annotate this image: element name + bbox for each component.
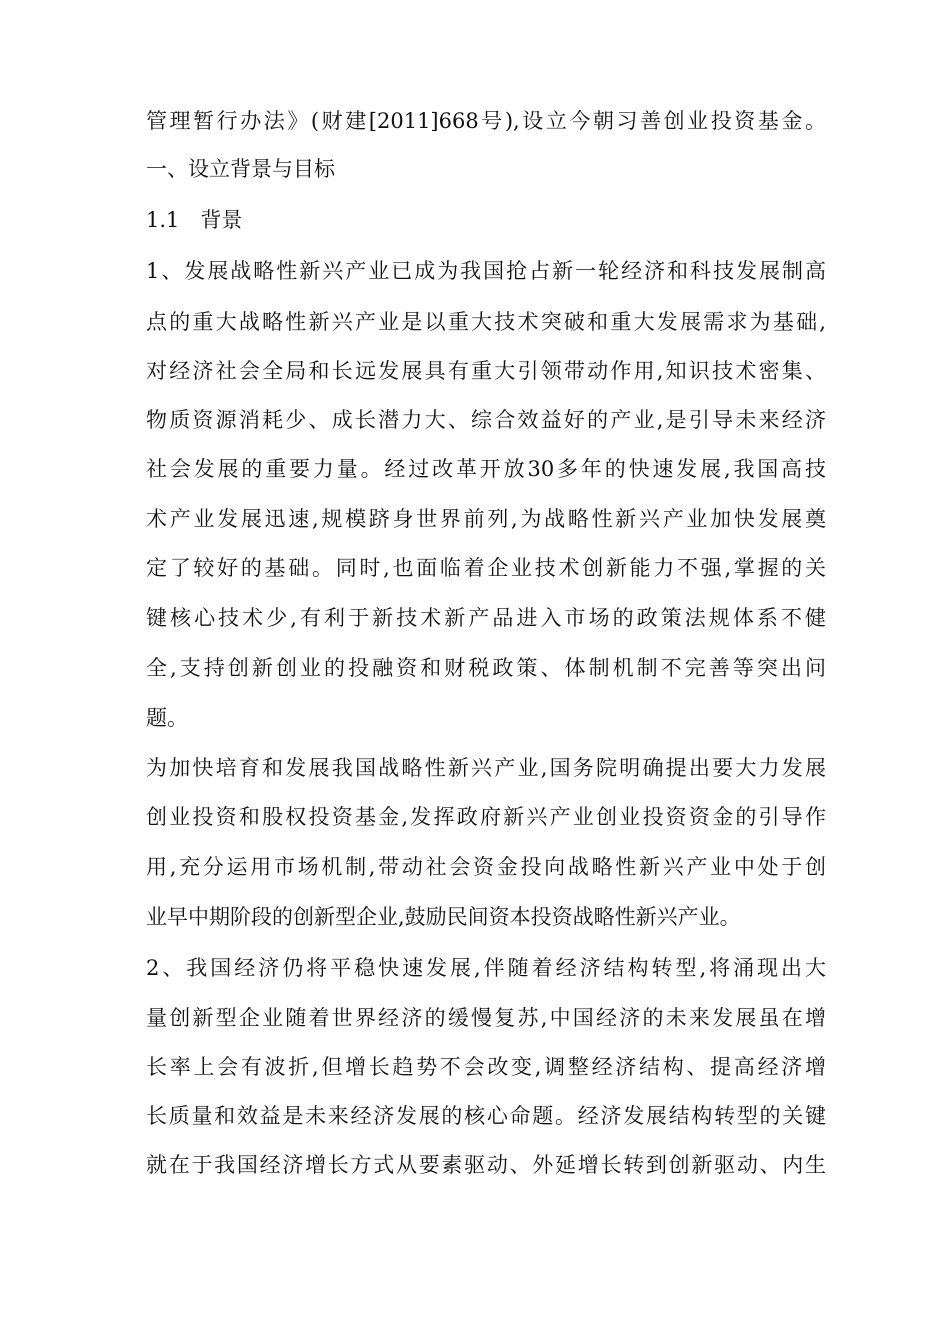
text-line: 对经济社会全局和长远发展具有重大引领带动作用,知识技术密集、 <box>146 359 826 383</box>
text-line: 就在于我国经济增长方式从要素驱动、外延增长转到创新驱动、内生 <box>146 1153 826 1177</box>
text-line: 管理暂行办法》(财建[2011]668号),设立今朝习善创业投资基金。 <box>146 109 826 133</box>
text-line: 全,支持创新创业的投融资和财税政策、体制机制不完善等突出问 <box>146 656 826 680</box>
text-line: 2、我国经济仍将平稳快速发展,伴随着经济结构转型,将涌现出大 <box>146 956 826 980</box>
text-line: 题。 <box>146 706 188 730</box>
section-heading: 一、设立背景与目标 <box>146 157 335 181</box>
subsection-heading: 1.1 背景 <box>146 208 243 232</box>
text-line: 为加快培育和发展我国战略性新兴产业,国务院明确提出要大力发展 <box>146 756 826 780</box>
text-line: 业早中期阶段的创新型企业,鼓励民间资本投资战略性新兴产业。 <box>146 905 741 929</box>
text-line: 创业投资和股权投资基金,发挥政府新兴产业创业投资资金的引导作 <box>146 805 826 829</box>
text-line: 社会发展的重要力量。经过改革开放30多年的快速发展,我国高技 <box>146 457 826 481</box>
text-line: 定了较好的基础。同时,也面临着企业技术创新能力不强,掌握的关 <box>146 556 826 580</box>
text-line: 点的重大战略性新兴产业是以重大技术突破和重大发展需求为基础, <box>146 310 826 334</box>
text-line: 长质量和效益是未来经济发展的核心命题。经济发展结构转型的关键 <box>146 1104 826 1128</box>
text-line: 物质资源消耗少、成长潜力大、综合效益好的产业,是引导未来经济 <box>146 408 826 432</box>
text-line: 1、发展战略性新兴产业已成为我国抢占新一轮经济和科技发展制高 <box>146 259 826 283</box>
text-line: 长率上会有波折,但增长趋势不会改变,调整经济结构、提高经济增 <box>146 1055 826 1079</box>
text-line: 键核心技术少,有利于新技术新产品进入市场的政策法规体系不健 <box>146 606 826 630</box>
text-line: 量创新型企业随着世界经济的缓慢复苏,中国经济的未来发展虽在增 <box>146 1006 826 1030</box>
text-line: 术产业发展迅速,规模跻身世界前列,为战略性新兴产业加快发展奠 <box>146 507 826 531</box>
text-line: 用,充分运用市场机制,带动社会资金投向战略性新兴产业中处于创 <box>146 855 826 879</box>
